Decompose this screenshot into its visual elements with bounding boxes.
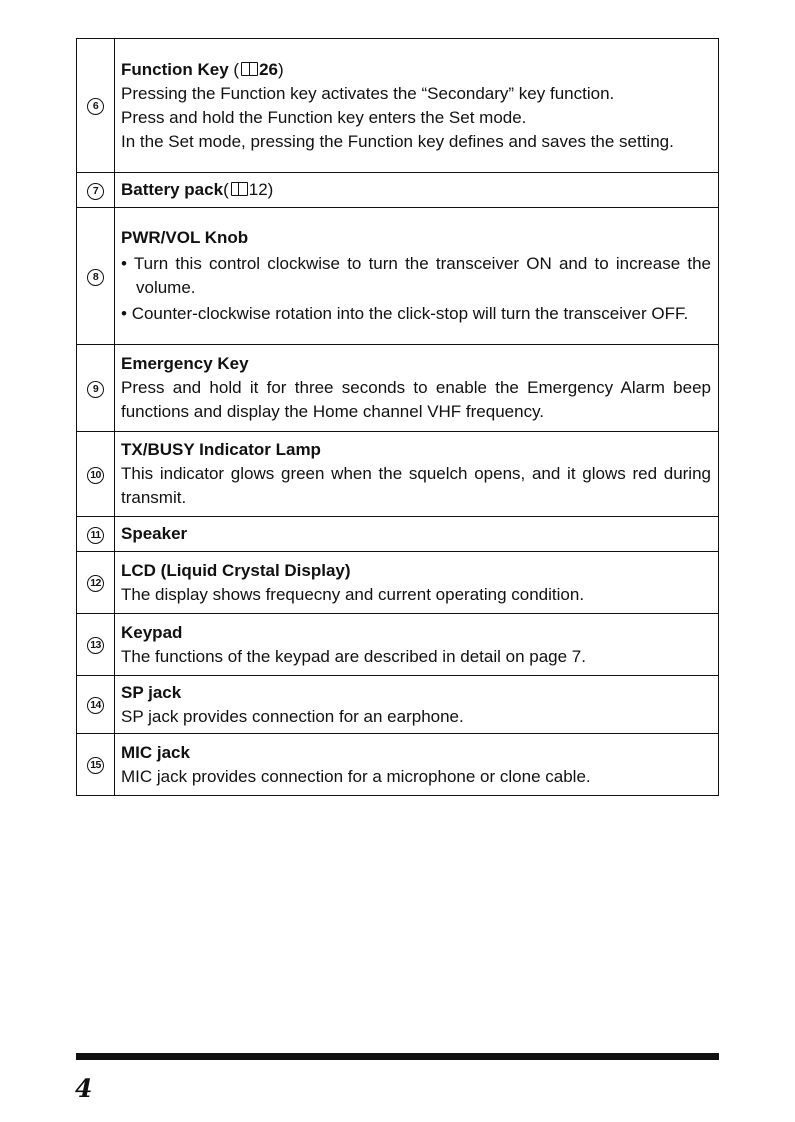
table-row [77, 614, 719, 676]
bullet-item: • Counter-clockwise rotation into the click-stop will turn the transceiver OFF. [121, 304, 689, 323]
item-number-badge: 15 [87, 757, 104, 774]
page-number: 4 [75, 1074, 93, 1103]
item-description: The functions of the keypad are described in detail on page 7. [121, 646, 586, 666]
table-row [77, 552, 719, 614]
item-title: TX/BUSY Indicator Lamp [121, 440, 321, 459]
table-row: 6 Function Key ( 26) Pressing the Function key activates the “Secondary” key function. Press and hold the Function key enters the Set mode. In the Set mode, pressing the Function key defines and saves the setting. [77, 39, 719, 173]
book-reference-icon [231, 182, 248, 196]
item-number-badge: 10 [87, 467, 104, 484]
item-number-badge: 14 [87, 697, 104, 714]
table-row [77, 432, 719, 517]
table-row [77, 734, 719, 796]
item-title: PWR/VOL Knob [121, 228, 249, 247]
item-description: Press and hold it for three seconds to enable the Emergency Alarm beep functions and display the Home channel VHF frequency. [121, 378, 711, 421]
table-row [77, 345, 719, 432]
item-description: Pressing the Function key activates the “Secondary” key function. [121, 83, 615, 103]
table-row: 7 Battery pack( 12) [77, 173, 719, 208]
footer-rule [76, 1053, 719, 1060]
item-title: Battery pack [121, 180, 224, 199]
page-reference: 12 [248, 180, 268, 199]
item-number-badge: 11 [87, 527, 104, 544]
book-reference-icon [241, 62, 258, 76]
item-number-badge: 8 [87, 269, 104, 286]
item-description: In the Set mode, pressing the Function key defines and saves the setting. [121, 131, 674, 151]
item-title: Keypad [121, 622, 183, 642]
item-title: Speaker [121, 524, 188, 543]
item-title: MIC jack [121, 742, 190, 762]
table-row [77, 208, 719, 345]
item-title: Function Key [121, 59, 229, 79]
item-description: This indicator glows green when the squelch opens, and it glows red during transmit. [121, 464, 711, 507]
item-number-badge: 12 [87, 575, 104, 592]
controls-table [76, 38, 719, 796]
table-row [77, 517, 719, 552]
page-reference: 26 [259, 59, 278, 79]
table-row [77, 676, 719, 734]
item-description: The display shows frequecny and current operating condition. [121, 584, 585, 604]
bullet-item: • Turn this control clockwise to turn the transceiver ON and to increase the volume. [121, 254, 711, 297]
item-description: MIC jack provides connection for a microphone or clone cable. [121, 766, 591, 786]
item-title: Emergency Key [121, 354, 249, 373]
item-number-badge: 9 [87, 381, 104, 398]
item-title: LCD (Liquid Crystal Display) [121, 560, 351, 580]
item-number-badge: 7 [87, 183, 104, 200]
item-number-badge: 13 [87, 637, 104, 654]
item-description: SP jack provides connection for an earphone. [121, 706, 464, 726]
item-number-badge: 6 [87, 98, 104, 115]
item-description: Press and hold the Function key enters the Set mode. [121, 107, 527, 127]
item-title: SP jack [121, 682, 182, 702]
